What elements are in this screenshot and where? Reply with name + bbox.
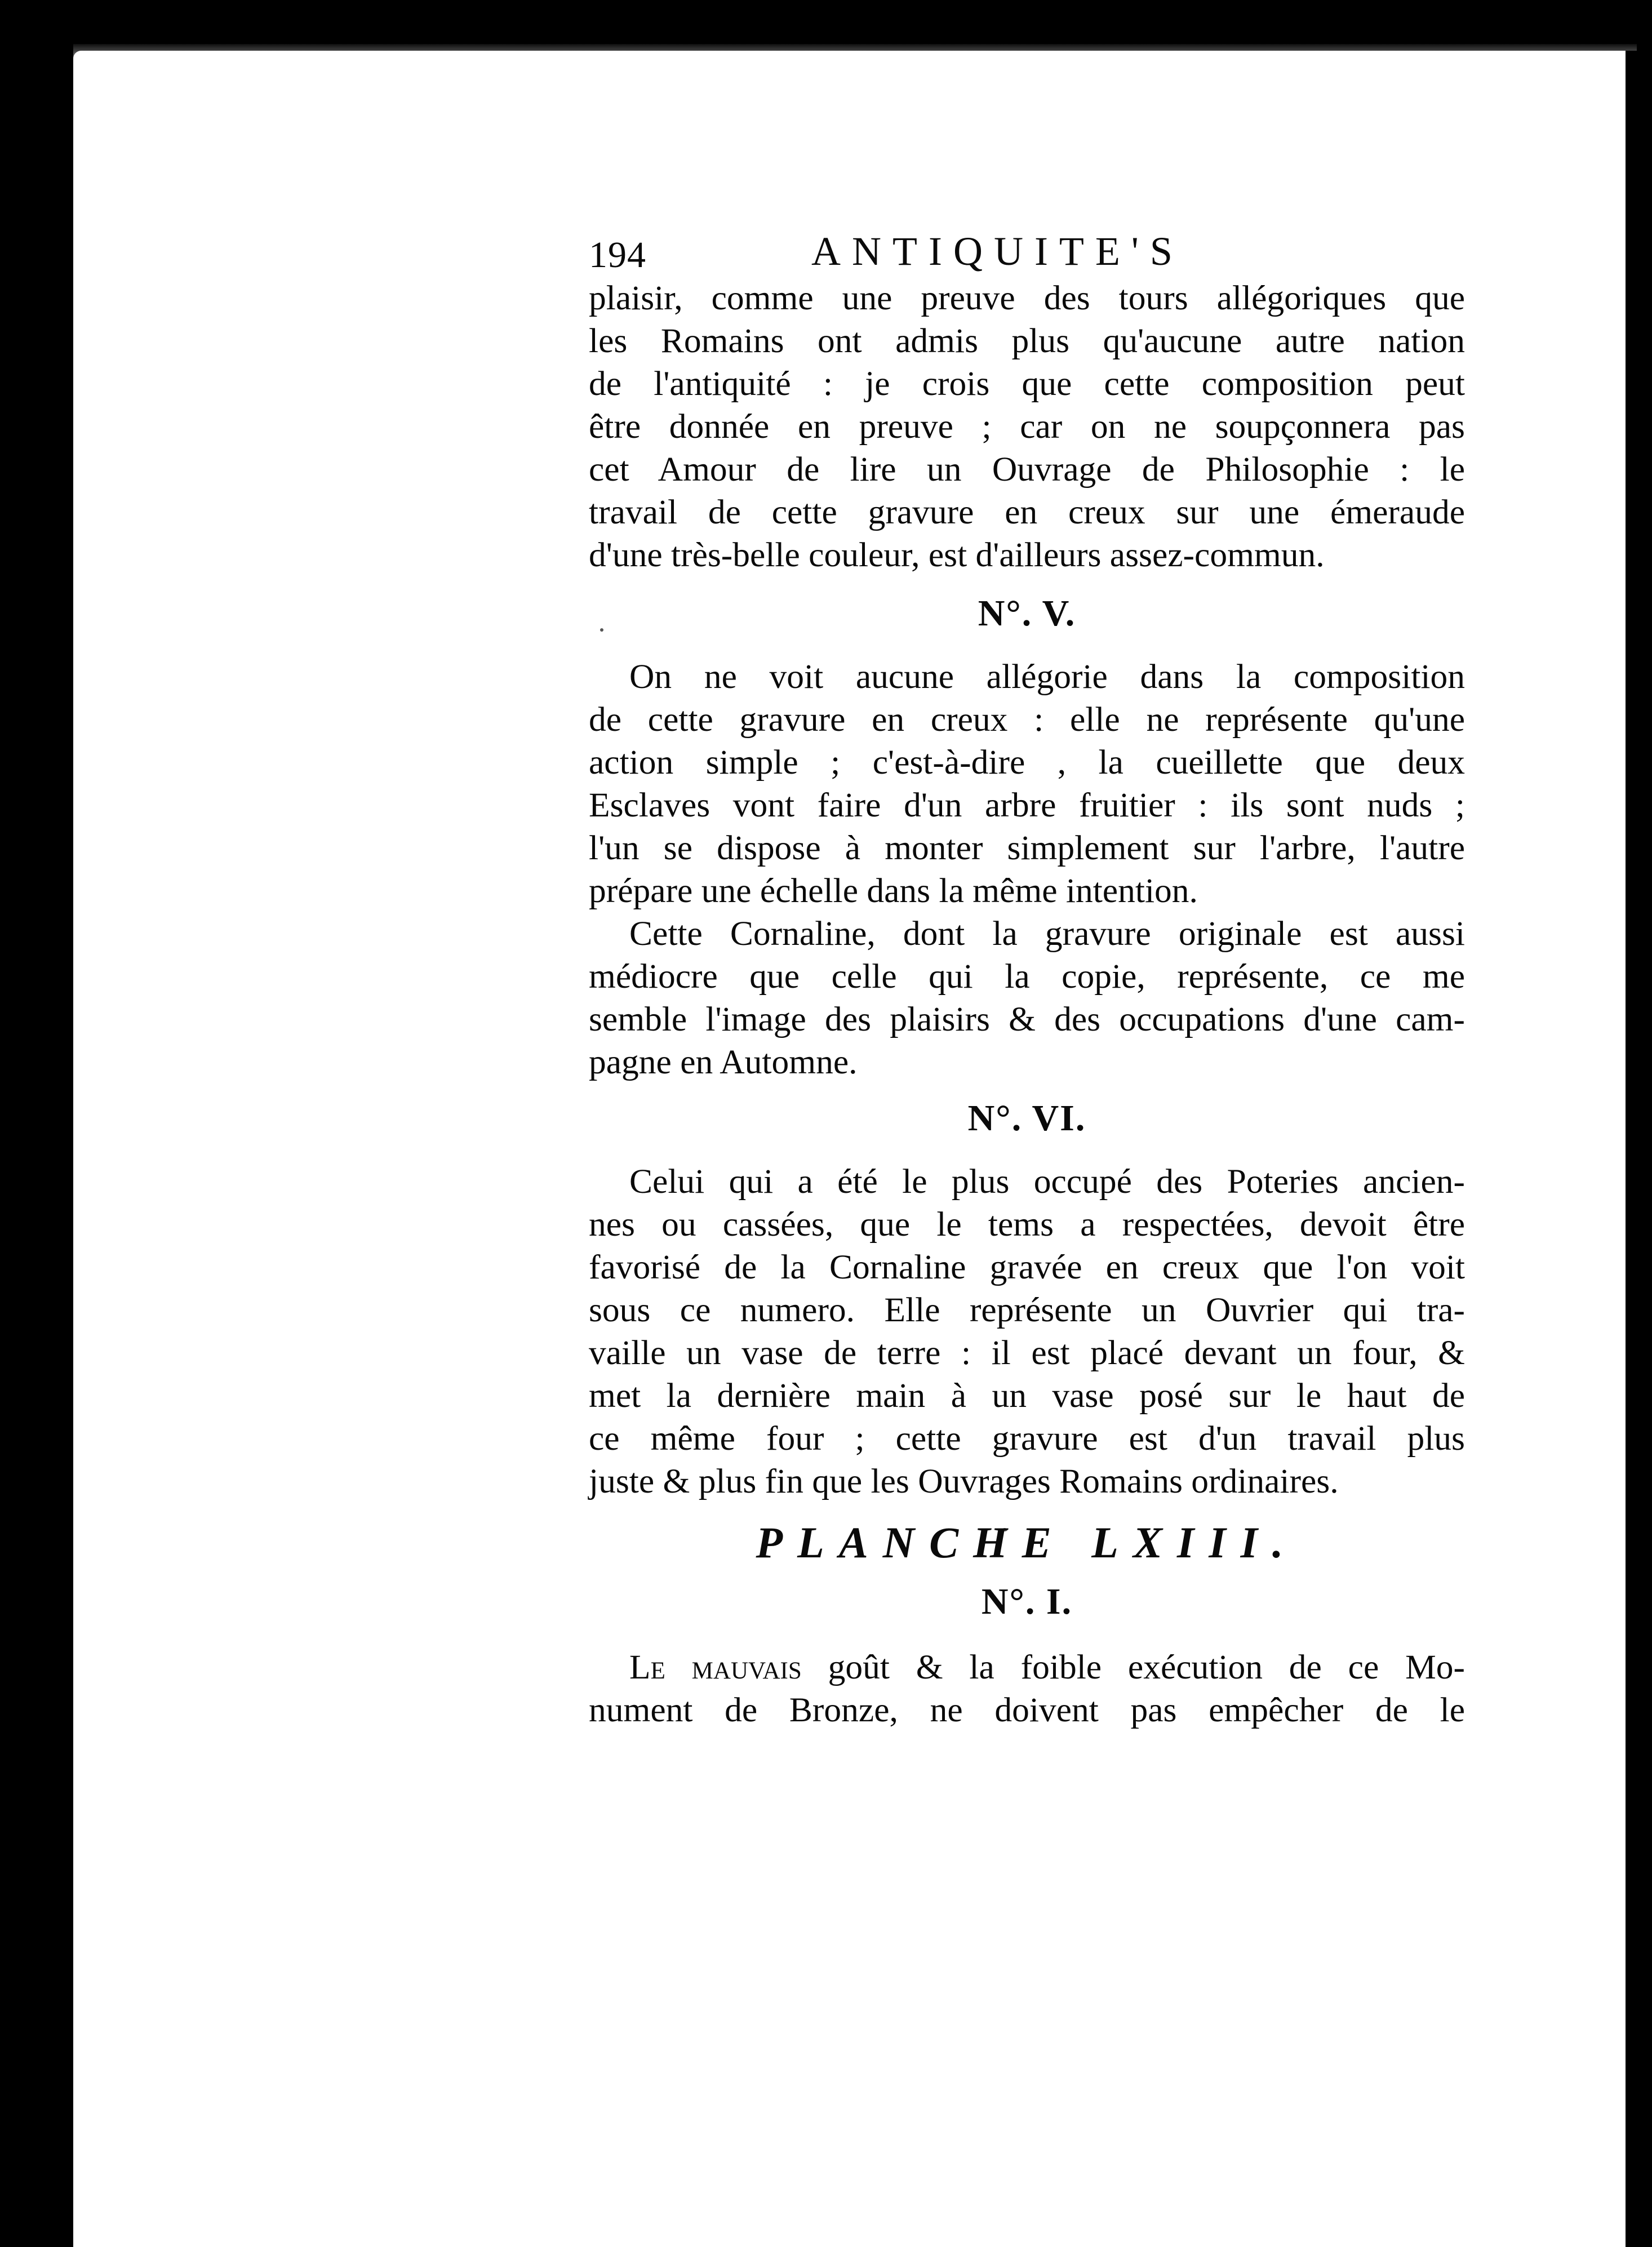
text-line: cet Amour de lire un Ouvrage de Philosophie : le [589, 450, 1465, 489]
plate-heading: PLANCHE LXIII. [756, 1518, 1298, 1567]
text-line: met la dernière main à un vase posé sur le haut de [589, 1376, 1465, 1415]
text-line: juste & plus fin que les Ouvrages Romains ordinaires. [589, 1462, 1339, 1500]
running-head [589, 228, 1465, 277]
text-line: les Romains ont admis plus qu'aucune autre nation [589, 322, 1465, 360]
text-line: nument de Bronze, ne doivent pas empêcher de le [589, 1691, 1465, 1729]
text-line: prépare une échelle dans la même intention. [589, 872, 1198, 910]
text-line: l'un se dispose à monter simplement sur l'arbre, l'autre [589, 829, 1465, 867]
text-line: être donnée en preuve ; car on ne soupçonnera pas [589, 407, 1465, 446]
text-line: d'une très-belle couleur, est d'ailleurs assez-commun. [589, 536, 1325, 574]
paragraph-3 [589, 912, 1465, 1083]
text-line: de cette gravure en creux : elle ne représente qu'une [589, 700, 1465, 739]
text-line: plaisir, comme une preuve des tours allégoriques que [589, 279, 1465, 317]
lead-words: Le mauvais [629, 1648, 802, 1686]
text-line: favorisé de la Cornaline gravée en creux que l'on voit [589, 1248, 1465, 1286]
running-title: ANTIQUITE'S [811, 229, 1184, 274]
page-number: 194 [589, 234, 646, 276]
text-line: Celui qui a été le plus occupé des Poteries ancien- [629, 1162, 1465, 1201]
paragraph-2 [589, 655, 1465, 912]
text-line: Esclaves vont faire d'un arbre fruitier : ils sont nuds ; [589, 786, 1465, 824]
paragraph-1 [589, 277, 1465, 576]
text-line: action simple ; c'est-à-dire , la cueillette que deux [589, 743, 1465, 781]
text-column [589, 228, 1465, 1731]
section-heading-n5: N°. V. [978, 593, 1076, 634]
paragraph-5 [589, 1646, 1465, 1731]
line-rest: goût & la foible exécution de ce Mo- [801, 1648, 1465, 1686]
section-heading-n6: N°. VI. [967, 1098, 1086, 1139]
text-line: semble l'image des plaisirs & des occupations d'une cam- [589, 1000, 1465, 1038]
text-line: nes ou cassées, que le tems a respectées, devoit être [589, 1205, 1465, 1244]
text-line: travail de cette gravure en creux sur une émeraude [589, 493, 1465, 531]
text-line: vaille un vase de terre : il est placé devant un four, & [589, 1334, 1465, 1372]
text-line: ce même four ; cette gravure est d'un travail plus [589, 1419, 1465, 1458]
text-line: sous ce numero. Elle représente un Ouvrier qui tra- [589, 1291, 1465, 1329]
scan-border-right [1626, 51, 1652, 2247]
text-line: On ne voit aucune allégorie dans la composition [629, 658, 1465, 696]
text-line: médiocre que celle qui la copie, représente, ce me [589, 957, 1465, 996]
section-heading-n1: N°. I. [981, 1581, 1073, 1622]
text-line [589, 1646, 1465, 1689]
text-line: pagne en Automne. [589, 1043, 858, 1081]
paragraph-4 [589, 1160, 1465, 1503]
text-line: Cette Cornaline, dont la gravure originale est aussi [629, 914, 1465, 953]
text-line: de l'antiquité : je crois que cette composition peut [589, 365, 1465, 403]
